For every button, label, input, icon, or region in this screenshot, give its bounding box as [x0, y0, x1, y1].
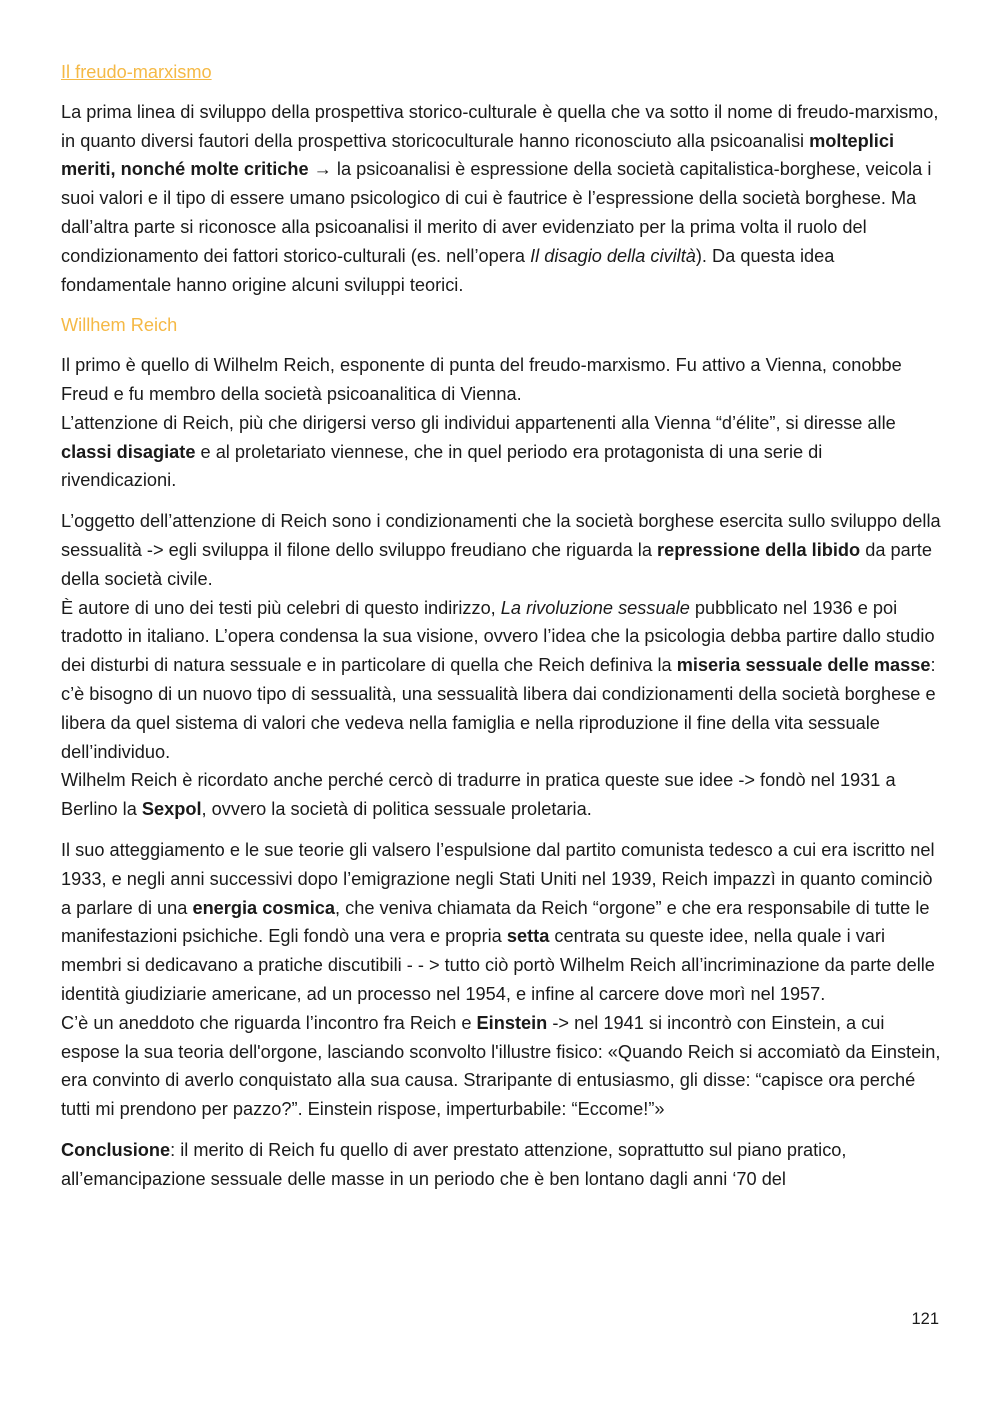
text-run: , che veniva chiamata da Reich “orgone” e che era responsabile di tutte le manifestazioni psichiche. Egli fondò una vera e propria: [61, 897, 930, 947]
text-run: ). Da questa idea fondamentale hanno origine alcuni sviluppi teorici.: [61, 245, 835, 295]
text-line: [61, 766, 941, 824]
text-line: [61, 507, 941, 593]
bold-text: energia cosmica: [192, 897, 335, 918]
bold-text: Einstein: [476, 1012, 548, 1033]
page-content: [61, 58, 941, 1205]
text-run: La prima linea di sviluppo della prospettiva storico-culturale è quella che va sotto il nome di freudo-marxismo, in quanto diversi fautori della prospettiva storicoculturale hanno riconosciuto alla psicoanalisi: [61, 101, 939, 151]
text-line: [61, 594, 941, 767]
text-run: → la psicoanalisi è espressione della società capitalistica-borghese, veicola i suoi valori e il tipo di essere umano psicologico di cui è fautrice è l’espressione della società borghese. Ma dall’altra parte si riconosce alla psicoanalisi il merito di aver evidenziato per la prima volta il ruolo del condizionamento dei fattori storico-culturali (es. nell’opera: [61, 159, 932, 266]
paragraph-freudo-marxismo: [61, 98, 941, 300]
paragraph-reich-sessualita: [61, 507, 941, 824]
text-line: [61, 409, 941, 495]
text-run: Wilhelm Reich è ricordato anche perché cercò di tradurre in pratica queste sue idee -> fondò nel 1931 a Berlino la: [61, 770, 896, 820]
text-run: : c’è bisogno di un nuovo tipo di sessualità, una sessualità libera dai condizionamenti della società borghese e libera da quel sistema di valori che vedeva nella famiglia e nella riproduzione il fine della vita sessuale dell’individuo.: [61, 655, 936, 762]
bold-text: molteplici meriti, nonché molte critiche: [61, 130, 895, 180]
bold-text: Conclusione: [61, 1139, 171, 1160]
section-heading-freudo-marxismo[interactable]: Il freudo-marxismo: [61, 62, 212, 82]
bold-text: Sexpol: [141, 799, 202, 820]
text-run: e al proletariato viennese, che in quel periodo era protagonista di una serie di rivendicazioni.: [61, 441, 823, 491]
italic-title: Il disagio della civiltà: [530, 245, 696, 266]
bold-text: miseria sessuale delle masse: [676, 655, 931, 676]
text-run: -> nel 1941 si incontrò con Einstein, a cui espose la sua teoria dell'orgone, lasciando sconvolto l'illustre fisico: «Quando Reich si accomiatò da Einstein, era convinto di averlo conquistato alla sua causa. Straripante di entusiasmo, gli disse: “capisce ora perché tutti mi prendono per pazzo?”. Einstein rispose, imperturbabile: “Eccome!”»: [61, 1012, 941, 1120]
text-run: pubblicato nel 1936 e poi tradotto in italiano. L’opera condensa la sua visione, ovvero l’idea che la psicologia debba partire dallo studio dei disturbi di natura sessuale e in particolare di quella che Reich definiva la: [61, 597, 935, 676]
italic-title: La rivoluzione sessuale: [500, 597, 690, 618]
text-run: C’è un aneddoto che riguarda l’incontro fra Reich e: [61, 1012, 477, 1033]
bold-text: setta: [506, 926, 550, 947]
text-run: Il suo atteggiamento e le sue teorie gli valsero l’espulsione dal partito comunista tedesco a cui era iscritto nel 1933, e negli anni successivi dopo l’emigrazione negli Stati Uniti nel 1939, Reich impazzì in quanto cominciò a parlare di una: [61, 839, 935, 918]
bold-text: repressione della libido: [657, 539, 861, 560]
text-run: L’attenzione di Reich, più che dirigersi verso gli individui appartenenti alla Vienna “d’élite”, si diresse alle: [61, 412, 896, 433]
text-run: È autore di uno dei testi più celebri di questo indirizzo,: [61, 597, 501, 618]
section-heading-reich: Willhem Reich: [61, 315, 178, 336]
text-run: centrata su queste idee, nella quale i vari membri si dedicavano a pratiche discutibili - - > tutto ciò portò Wilhelm Reich all’incriminazione da parte delle identità giudiziarie americane, ad un processo nel 1954, e infine al carcere dove morì nel 1957.: [61, 926, 935, 1004]
bold-text: classi disagiate: [61, 441, 196, 462]
paragraph-reich-intro: [61, 351, 941, 495]
text-run: L’oggetto dell’attenzione di Reich sono i condizionamenti che la società borghese esercita sullo sviluppo della sessualità -> egli sviluppa il filone dello sviluppo freudiano che riguarda la: [61, 511, 941, 560]
paragraph-conclusione: [61, 1136, 941, 1194]
text-run: , ovvero la società di politica sessuale proletaria.: [201, 799, 592, 820]
text-run: : il merito di Reich fu quello di aver prestato attenzione, soprattutto sul piano pratico, all’emancipazione sessuale delle masse in un periodo che è ben lontano dagli anni ‘70 del: [61, 1139, 847, 1189]
text-line: [61, 836, 941, 1009]
paragraph-reich-orgone: [61, 836, 941, 1124]
text-line: Il primo è quello di Wilhelm Reich, esponente di punta del freudo-marxismo. Fu attivo a Vienna, conobbe Freud e fu membro della società psicoanalitica di Vienna.: [61, 355, 902, 404]
page-number: 121: [911, 1310, 939, 1328]
text-run: da parte della società civile.: [61, 539, 932, 589]
text-line: [61, 1009, 941, 1124]
